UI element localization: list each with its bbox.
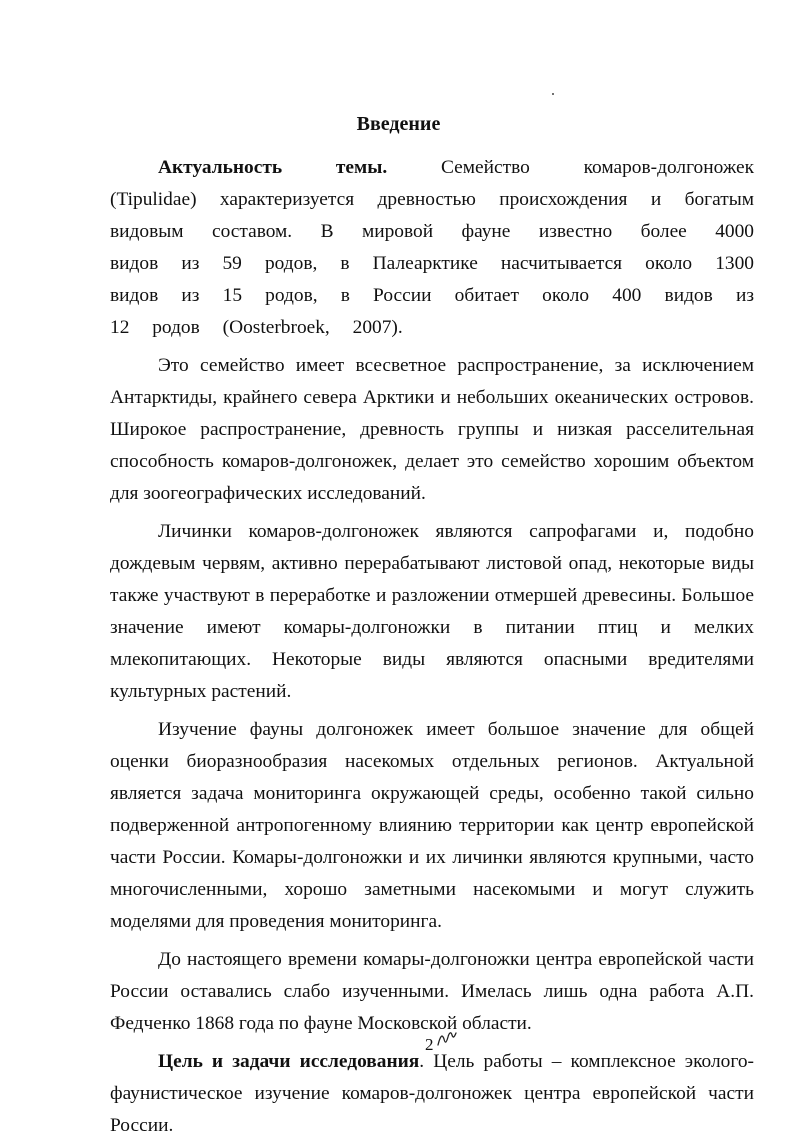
paragraph-goals bbox=[110, 1046, 754, 1142]
paragraph-prior-research bbox=[110, 944, 754, 1040]
page-title: Введение bbox=[356, 113, 441, 135]
paragraph-text: Семейство комаров-долгоножек (Tipulidae) характеризуется древностью происхождения и богатым видовым составом. В мировой фауне известно более 4000 видов из 59 родов, в Палеарктике насчитывается около 1300 видов из 15 родов, в России обитает около 400 видов из 12 родов (Oosterbroek, 2007). bbox=[110, 157, 754, 338]
paragraph-text: . Цель работы – комплексное эколого-фаунистическое изучение комаров-долгоножек центра европейской части России. bbox=[110, 1051, 754, 1136]
paragraph-text: Изучение фауны долгоножек имеет большое значение для общей оценки биоразнообразия насекомых отдельных регионов. Актуальной является задача мониторинга окружающей среды, особенно такой сильно подверженной антропогенному влиянию территории как центр европейской части России. Комары-долгоножки и их личинки являются крупными, часто многочисленными, хорошо заметными насекомыми и могут служить моделями для проведения мониторинга. bbox=[110, 719, 754, 932]
paragraph-distribution bbox=[110, 350, 754, 510]
paragraph-text: Это семейство имеет всесветное распространение, за исключением Антарктиды, крайнего севера Арктики и небольших океанических островов. Широкое распространение, древность группы и низкая расселительная способность комаров-долгоножек, делает это семейство хорошим объектом для зоогеографических исследований. bbox=[110, 355, 754, 504]
paragraph-text: Личинки комаров-долгоножек являются сапрофагами и, подобно дождевым червям, активно перерабатывают листовой опад, некоторые виды также участвуют в переработке и разложении отмершей древесины. Большое значение имеют комары-долгоножки в питании птиц и мелких млекопитающих. Некоторые виды являются опасными вредителями культурных растений. bbox=[110, 521, 754, 702]
paragraph-fauna-study bbox=[110, 714, 754, 938]
paragraph-larvae bbox=[110, 516, 754, 708]
paragraph-lead: Цель и задачи исследования bbox=[158, 1051, 420, 1072]
paragraph-lead: Актуальность темы. bbox=[158, 157, 388, 178]
document-body bbox=[110, 152, 754, 1142]
scan-speck bbox=[552, 93, 554, 95]
page-number: 2 bbox=[425, 1035, 434, 1054]
paragraph-relevance bbox=[110, 152, 754, 344]
handwritten-mark-icon bbox=[436, 1029, 458, 1049]
paragraph-text: До настоящего времени комары-долгоножки центра европейской части России оставались слабо изученными. Имелась лишь одна работа А.П. Федченко 1868 года по фауне Московской области. bbox=[110, 949, 754, 1034]
